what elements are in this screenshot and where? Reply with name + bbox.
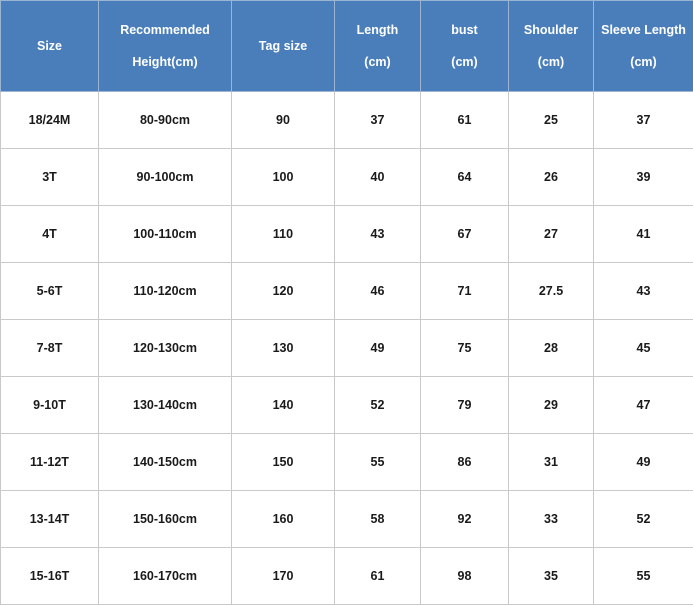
column-header-shoulder-line1: Shoulder [511,23,591,37]
table-row [1,377,693,434]
column-header-recommended-height-line2: Height(cm) [101,55,229,69]
cell-shoulder: 35 [509,548,594,605]
cell-length: 46 [335,263,421,320]
cell-tag-size: 110 [232,206,335,263]
cell-sleeve-length: 43 [594,263,693,320]
cell-sleeve-length: 37 [594,92,693,149]
column-header-size-line1: Size [3,39,96,53]
cell-height: 150-160cm [99,491,232,548]
cell-height: 110-120cm [99,263,232,320]
table-row [1,263,693,320]
cell-size: 4T [1,206,99,263]
cell-length: 58 [335,491,421,548]
column-header-length-line1: Length [337,23,418,37]
column-header-shoulder [509,1,594,92]
cell-height: 90-100cm [99,149,232,206]
cell-size: 13-14T [1,491,99,548]
cell-bust: 92 [421,491,509,548]
cell-shoulder: 28 [509,320,594,377]
cell-length: 37 [335,92,421,149]
cell-length: 43 [335,206,421,263]
cell-tag-size: 150 [232,434,335,491]
cell-height: 80-90cm [99,92,232,149]
cell-height: 100-110cm [99,206,232,263]
cell-shoulder: 27.5 [509,263,594,320]
column-header-bust-line2: (cm) [423,55,506,69]
column-header-recommended-height [99,1,232,92]
cell-length: 55 [335,434,421,491]
cell-sleeve-length: 47 [594,377,693,434]
cell-bust: 79 [421,377,509,434]
cell-tag-size: 140 [232,377,335,434]
cell-bust: 61 [421,92,509,149]
column-header-length-line2: (cm) [337,55,418,69]
cell-shoulder: 31 [509,434,594,491]
cell-shoulder: 29 [509,377,594,434]
cell-bust: 98 [421,548,509,605]
cell-sleeve-length: 39 [594,149,693,206]
cell-size: 15-16T [1,548,99,605]
column-header-tag-size [232,1,335,92]
cell-length: 40 [335,149,421,206]
column-header-sleeve-length [594,1,693,92]
cell-bust: 71 [421,263,509,320]
table-row [1,320,693,377]
table-row [1,206,693,263]
cell-sleeve-length: 45 [594,320,693,377]
cell-size: 3T [1,149,99,206]
column-header-bust-line1: bust [423,23,506,37]
cell-size: 11-12T [1,434,99,491]
cell-tag-size: 130 [232,320,335,377]
cell-sleeve-length: 55 [594,548,693,605]
cell-sleeve-length: 52 [594,491,693,548]
cell-tag-size: 160 [232,491,335,548]
cell-bust: 86 [421,434,509,491]
table-header [1,1,693,92]
cell-tag-size: 90 [232,92,335,149]
cell-bust: 64 [421,149,509,206]
table-row [1,491,693,548]
column-header-sleeve-length-line1: Sleeve Length [596,23,691,37]
cell-size: 18/24M [1,92,99,149]
cell-size: 5-6T [1,263,99,320]
cell-size: 7-8T [1,320,99,377]
table-row [1,149,693,206]
table-body [1,92,693,605]
column-header-size [1,1,99,92]
cell-tag-size: 120 [232,263,335,320]
cell-tag-size: 170 [232,548,335,605]
cell-shoulder: 27 [509,206,594,263]
column-header-tag-size-line1: Tag size [234,39,332,53]
cell-length: 61 [335,548,421,605]
cell-height: 160-170cm [99,548,232,605]
cell-size: 9-10T [1,377,99,434]
cell-tag-size: 100 [232,149,335,206]
cell-bust: 75 [421,320,509,377]
column-header-sleeve-length-line2: (cm) [596,55,691,69]
table-header-row [1,1,693,92]
cell-length: 52 [335,377,421,434]
cell-bust: 67 [421,206,509,263]
column-header-recommended-height-line1: Recommended [101,23,229,37]
cell-shoulder: 26 [509,149,594,206]
table-row [1,548,693,605]
cell-sleeve-length: 49 [594,434,693,491]
cell-sleeve-length: 41 [594,206,693,263]
cell-height: 130-140cm [99,377,232,434]
cell-length: 49 [335,320,421,377]
table-row [1,434,693,491]
cell-height: 140-150cm [99,434,232,491]
column-header-shoulder-line2: (cm) [511,55,591,69]
cell-height: 120-130cm [99,320,232,377]
table-row [1,92,693,149]
cell-shoulder: 25 [509,92,594,149]
column-header-length [335,1,421,92]
cell-shoulder: 33 [509,491,594,548]
column-header-bust [421,1,509,92]
